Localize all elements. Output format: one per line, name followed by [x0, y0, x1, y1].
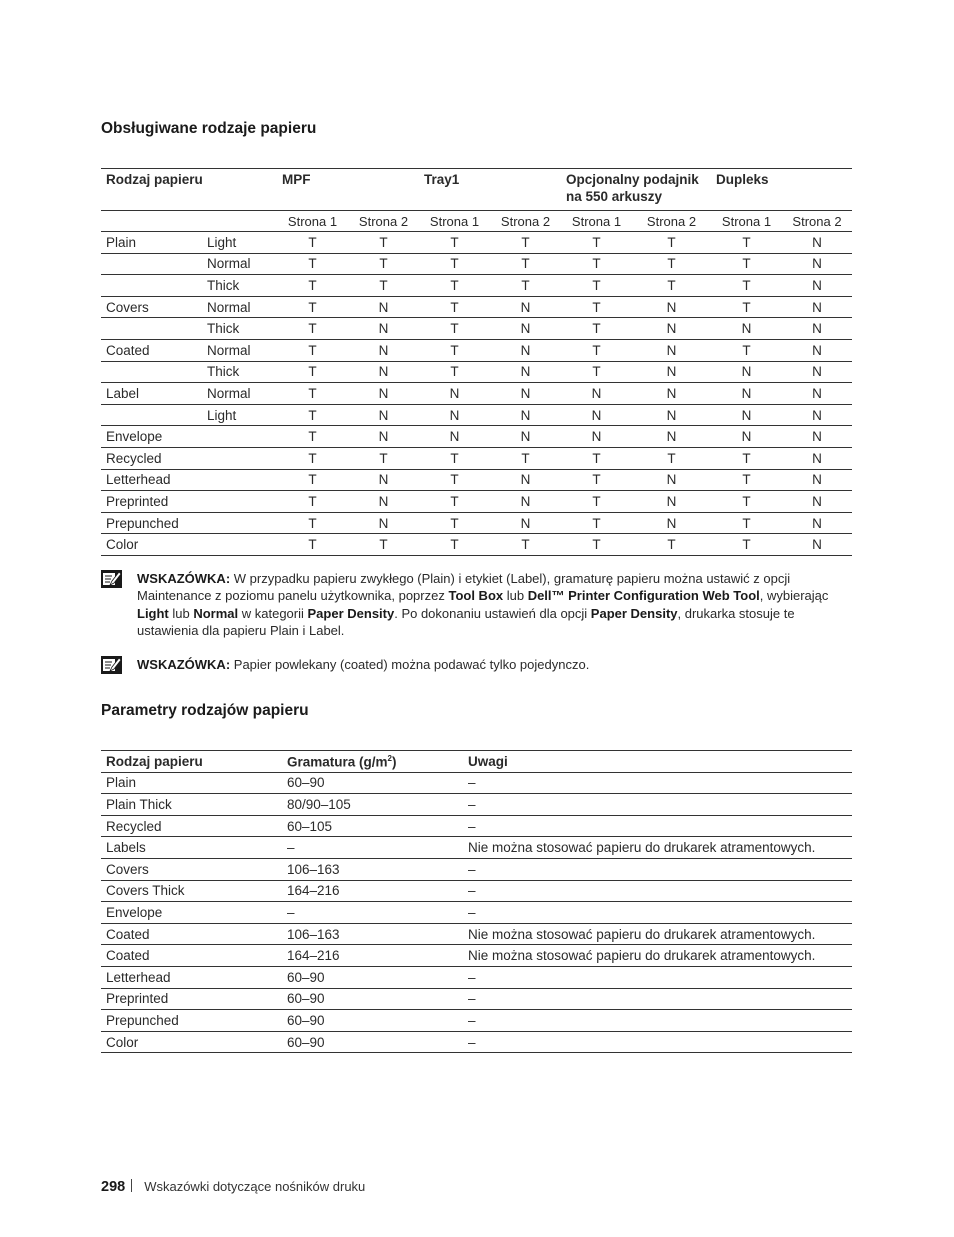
type-cell: Letterhead [106, 969, 171, 985]
support-cell: N [378, 407, 389, 423]
table-row [101, 383, 852, 405]
support-cell: T [742, 234, 751, 250]
support-cell: T [592, 364, 601, 380]
support-cell: T [450, 472, 459, 488]
support-cell: T [592, 493, 601, 509]
support-cell: T [379, 277, 388, 293]
table-row [101, 988, 852, 1010]
support-cell: N [666, 493, 677, 509]
table-row [101, 966, 852, 988]
table-row [101, 837, 852, 859]
note-pencil-icon [101, 656, 122, 674]
support-cell: T [742, 299, 751, 315]
support-cell: T [379, 537, 388, 553]
table-row [101, 232, 852, 254]
support-cell: N [812, 342, 822, 358]
support-cell: N [666, 364, 677, 380]
note-term: Paper Density [307, 605, 395, 621]
type-cell: Labels [106, 840, 146, 856]
header-mpf: MPF [282, 172, 311, 187]
notes-cell: – [468, 796, 476, 812]
support-cell: T [521, 234, 530, 250]
support-cell: T [667, 234, 676, 250]
paper-type-cell: Preprinted [106, 493, 169, 509]
table-row [101, 318, 852, 340]
table-row [101, 447, 852, 469]
type-cell: Coated [106, 948, 150, 964]
support-cell: T [592, 321, 601, 337]
support-cell: T [308, 472, 317, 488]
weight-cell: 60–90 [287, 775, 325, 791]
note-text: lub [168, 605, 194, 621]
table-row [101, 534, 852, 556]
support-cell: T [592, 234, 601, 250]
side-label: Strona 2 [500, 213, 551, 229]
paper-type-cell: Prepunched [106, 515, 179, 531]
type-cell: Recycled [106, 818, 162, 834]
support-cell: T [308, 299, 317, 315]
notes-cell: – [468, 883, 476, 899]
note-term: Paper Density [590, 605, 678, 621]
weight-cell: 60–90 [287, 969, 325, 985]
support-cell: T [450, 277, 459, 293]
support-cell: T [450, 515, 459, 531]
support-cell: N [666, 515, 677, 531]
note-text: lub [503, 588, 528, 604]
support-cell: N [812, 493, 822, 509]
support-cell: T [742, 493, 751, 509]
notes-cell: – [468, 1034, 476, 1050]
paper-subtype-cell: Thick [207, 277, 240, 293]
support-cell: N [666, 407, 677, 423]
side-label: Strona 2 [792, 213, 842, 229]
support-cell: N [666, 429, 677, 445]
table-row [101, 923, 852, 945]
support-cell: T [667, 256, 676, 272]
table-row [101, 469, 852, 491]
note-term: Dell™ Printer Configuration Web Tool [527, 588, 760, 604]
support-cell: T [742, 537, 751, 553]
support-cell: N [378, 299, 389, 315]
support-cell: N [449, 407, 460, 423]
type-cell: Envelope [106, 904, 163, 920]
paper-subtype-cell [202, 491, 277, 513]
note-text: W przypadku papieru zwykłego (Plain) i etykiet (Label), gramaturę papieru można ustawić z opcji Maintenance z poziomu panelu użytkownika, poprzez [137, 571, 791, 604]
support-cell: T [308, 342, 317, 358]
paper-type-cell: Recycled [106, 450, 162, 466]
paper-type-cell [101, 318, 202, 340]
support-cell: T [308, 256, 317, 272]
paper-subtype-cell: Light [207, 407, 237, 423]
chapter-title: Wskazówki dotyczące nośników druku [144, 1179, 366, 1194]
paper-parameters-table [101, 750, 852, 1053]
type-cell: Covers [106, 861, 149, 877]
support-cell: T [521, 450, 530, 466]
support-cell: N [449, 385, 460, 401]
side-label: Strona 1 [721, 213, 772, 229]
paper-type-cell: Covers [106, 299, 149, 315]
support-cell: T [742, 342, 751, 358]
footer-divider [131, 1179, 132, 1192]
support-cell: N [812, 537, 822, 553]
support-cell: N [378, 364, 389, 380]
table-row [101, 945, 852, 967]
support-cell: T [592, 299, 601, 315]
table-row [101, 339, 852, 361]
support-cell: T [308, 234, 317, 250]
weight-cell: – [287, 840, 295, 856]
support-cell: N [741, 407, 752, 423]
header-paper-type: Rodzaj papieru [106, 753, 203, 769]
support-cell: N [812, 515, 822, 531]
support-cell: T [667, 450, 676, 466]
support-cell: T [742, 515, 751, 531]
note-term: Light [137, 605, 169, 621]
table-row [101, 426, 852, 448]
paper-type-cell: Coated [106, 342, 150, 358]
support-cell: T [450, 299, 459, 315]
note-term: Tool Box [448, 588, 504, 604]
note-text: w kategorii [238, 605, 308, 621]
support-cell: N [378, 429, 389, 445]
note-paper-density [101, 570, 852, 640]
support-cell: T [742, 256, 751, 272]
support-cell: N [520, 385, 531, 401]
weight-cell: 106–163 [287, 926, 340, 942]
type-cell: Plain [106, 775, 137, 791]
support-cell: N [666, 321, 677, 337]
support-cell: T [450, 342, 459, 358]
section-title-paper-parameters: Parametry rodzajów papieru [101, 702, 309, 719]
support-cell: T [742, 472, 751, 488]
paper-subtype-cell [202, 426, 277, 448]
support-cell: N [812, 429, 822, 445]
section-title-supported-paper: Obsługiwane rodzaje papieru [101, 120, 317, 137]
paper-type-cell: Label [106, 385, 140, 401]
support-cell: T [450, 256, 459, 272]
support-cell: N [812, 472, 822, 488]
type-cell: Preprinted [106, 991, 169, 1007]
paper-subtype-cell: Thick [207, 364, 240, 380]
notes-cell: – [468, 991, 476, 1007]
support-cell: T [379, 234, 388, 250]
type-cell: Covers Thick [106, 883, 185, 899]
table-row [101, 794, 852, 816]
weight-cell: 106–163 [287, 861, 340, 877]
support-cell: N [591, 407, 602, 423]
support-cell: N [520, 364, 531, 380]
support-cell: T [742, 450, 751, 466]
support-cell: N [741, 429, 752, 445]
support-cell: N [812, 407, 822, 423]
notes-cell: – [468, 818, 476, 834]
weight-cell: 60–90 [287, 1034, 325, 1050]
support-cell: N [520, 515, 531, 531]
support-cell: N [666, 299, 677, 315]
support-cell: T [521, 256, 530, 272]
support-cell: N [812, 321, 822, 337]
support-cell: N [378, 385, 389, 401]
note-label: WSKAZÓWKA: [137, 571, 231, 586]
support-cell: N [520, 342, 531, 358]
support-cell: N [812, 299, 822, 315]
header-duplex: Dupleks [716, 172, 769, 187]
support-cell: T [450, 234, 459, 250]
paper-subtype-cell: Normal [207, 342, 251, 358]
table-row [101, 296, 852, 318]
note-text: , drukarka stosuje te ustawienia dla papieru Plain i Label. [137, 605, 795, 639]
table-row [101, 815, 852, 837]
weight-cell: – [287, 904, 295, 920]
side-label: Strona 2 [646, 213, 697, 229]
support-cell: T [450, 364, 459, 380]
paper-subtype-cell: Normal [207, 299, 251, 315]
support-cell: N [812, 277, 822, 293]
header-weight: Gramatura $(g/m^2)$ [287, 753, 397, 770]
support-cell: N [666, 342, 677, 358]
support-cell: N [520, 493, 531, 509]
support-cell: N [520, 472, 531, 488]
paper-type-cell [101, 404, 202, 426]
page-number: 298 [101, 1179, 126, 1195]
header-paper-type: Rodzaj papieru [106, 172, 203, 187]
support-cell: T [592, 277, 601, 293]
header-tray1: Tray1 [424, 172, 460, 187]
support-cell: N [520, 299, 531, 315]
support-cell: T [379, 450, 388, 466]
paper-subtype-cell [202, 512, 277, 534]
notes-cell: – [468, 969, 476, 985]
paper-subtype-cell: Light [207, 234, 237, 250]
support-cell: N [741, 385, 752, 401]
paper-type-cell: Plain [106, 234, 137, 250]
support-cell: N [378, 342, 389, 358]
support-cell: T [592, 256, 601, 272]
note-text: , wybierając [759, 588, 829, 604]
support-cell: T [450, 537, 459, 553]
support-cell: T [308, 537, 317, 553]
type-cell: Coated [106, 926, 150, 942]
side-label: Strona 1 [571, 213, 622, 229]
paper-subtype-cell [202, 534, 277, 556]
paper-subtype-cell [202, 447, 277, 469]
support-cell: N [812, 234, 822, 250]
table-row [101, 253, 852, 275]
note-label: WSKAZÓWKA: [137, 657, 231, 672]
support-cell: T [667, 277, 676, 293]
table-row [101, 902, 852, 924]
support-cell: N [520, 321, 531, 337]
support-cell: T [450, 493, 459, 509]
support-cell: T [308, 364, 317, 380]
supported-paper-table [101, 168, 852, 556]
support-cell: T [592, 537, 601, 553]
weight-cell: 60–105 [287, 818, 333, 834]
support-cell: T [308, 493, 317, 509]
table-row [101, 512, 852, 534]
support-cell: N [378, 321, 389, 337]
table-row [101, 404, 852, 426]
weight-cell: 60–90 [287, 1012, 325, 1028]
notes-cell: Nie można stosować papieru do drukarek atramentowych. [468, 926, 816, 942]
support-cell: T [450, 321, 459, 337]
support-cell: N [666, 472, 677, 488]
support-cell: N [741, 364, 752, 380]
support-cell: N [520, 407, 531, 423]
support-cell: T [521, 537, 530, 553]
paper-type-cell: Color [106, 537, 139, 553]
table-row [101, 491, 852, 513]
support-cell: N [520, 429, 531, 445]
weight-cell: 164–216 [287, 948, 340, 964]
table-row [101, 880, 852, 902]
support-cell: N [591, 429, 602, 445]
note-term: Normal [193, 605, 239, 621]
table-row [101, 858, 852, 880]
support-cell: N [666, 385, 677, 401]
paper-subtype-cell: Normal [207, 256, 251, 272]
support-cell: T [521, 277, 530, 293]
support-cell: T [308, 515, 317, 531]
support-cell: T [592, 342, 601, 358]
notes-cell: – [468, 904, 476, 920]
note-text: . Po dokonaniu ustawień dla opcji [394, 605, 591, 621]
support-cell: N [741, 321, 752, 337]
support-cell: N [812, 256, 822, 272]
paper-type-cell [101, 361, 202, 383]
note-pencil-icon [101, 570, 122, 588]
header-optional-feeder: Opcjonalny podajnik na 550 arkuszy [566, 172, 699, 204]
weight-cell: 80/90–105 [287, 796, 351, 812]
support-cell: T [308, 321, 317, 337]
paper-type-cell [101, 275, 202, 297]
notes-cell: – [468, 775, 476, 791]
paper-subtype-cell: Normal [207, 385, 251, 401]
support-cell: T [308, 429, 317, 445]
support-cell: N [449, 429, 460, 445]
table-row [101, 1031, 852, 1053]
support-cell: T [308, 277, 317, 293]
side-label: Strona 1 [287, 213, 338, 229]
page-footer [101, 1179, 365, 1195]
support-cell: T [308, 450, 317, 466]
paper-type-cell: Envelope [106, 429, 163, 445]
support-cell: T [592, 515, 601, 531]
support-cell: N [591, 385, 602, 401]
support-cell: T [308, 407, 317, 423]
table-row [101, 275, 852, 297]
paper-type-cell [101, 253, 202, 275]
support-cell: T [592, 450, 601, 466]
notes-cell: – [468, 861, 476, 877]
type-cell: Prepunched [106, 1012, 179, 1028]
side-label: Strona 2 [358, 213, 409, 229]
table-row [101, 361, 852, 383]
support-cell: N [378, 472, 389, 488]
note-text: Papier powlekany (coated) można podawać tylko pojedynczo. [230, 657, 590, 672]
note-coated-paper [101, 656, 852, 673]
notes-cell: – [468, 1012, 476, 1028]
support-cell: N [378, 493, 389, 509]
support-cell: N [378, 515, 389, 531]
support-cell: T [667, 537, 676, 553]
type-cell: Color [106, 1034, 139, 1050]
notes-cell: Nie można stosować papieru do drukarek atramentowych. [468, 840, 816, 856]
weight-cell: 164–216 [287, 883, 340, 899]
paper-subtype-cell [202, 469, 277, 491]
table-row [101, 772, 852, 794]
paper-type-cell: Letterhead [106, 472, 171, 488]
notes-cell: Nie można stosować papieru do drukarek atramentowych. [468, 948, 816, 964]
support-cell: N [812, 364, 822, 380]
weight-cell: 60–90 [287, 991, 325, 1007]
support-cell: T [379, 256, 388, 272]
header-notes: Uwagi [468, 753, 508, 769]
paper-subtype-cell: Thick [207, 321, 240, 337]
support-cell: N [812, 385, 822, 401]
side-label: Strona 1 [429, 213, 480, 229]
table-row [101, 1010, 852, 1032]
support-cell: T [308, 385, 317, 401]
support-cell: T [742, 277, 751, 293]
type-cell: Plain Thick [106, 796, 172, 812]
support-cell: T [450, 450, 459, 466]
support-cell: T [592, 472, 601, 488]
support-cell: N [812, 450, 822, 466]
